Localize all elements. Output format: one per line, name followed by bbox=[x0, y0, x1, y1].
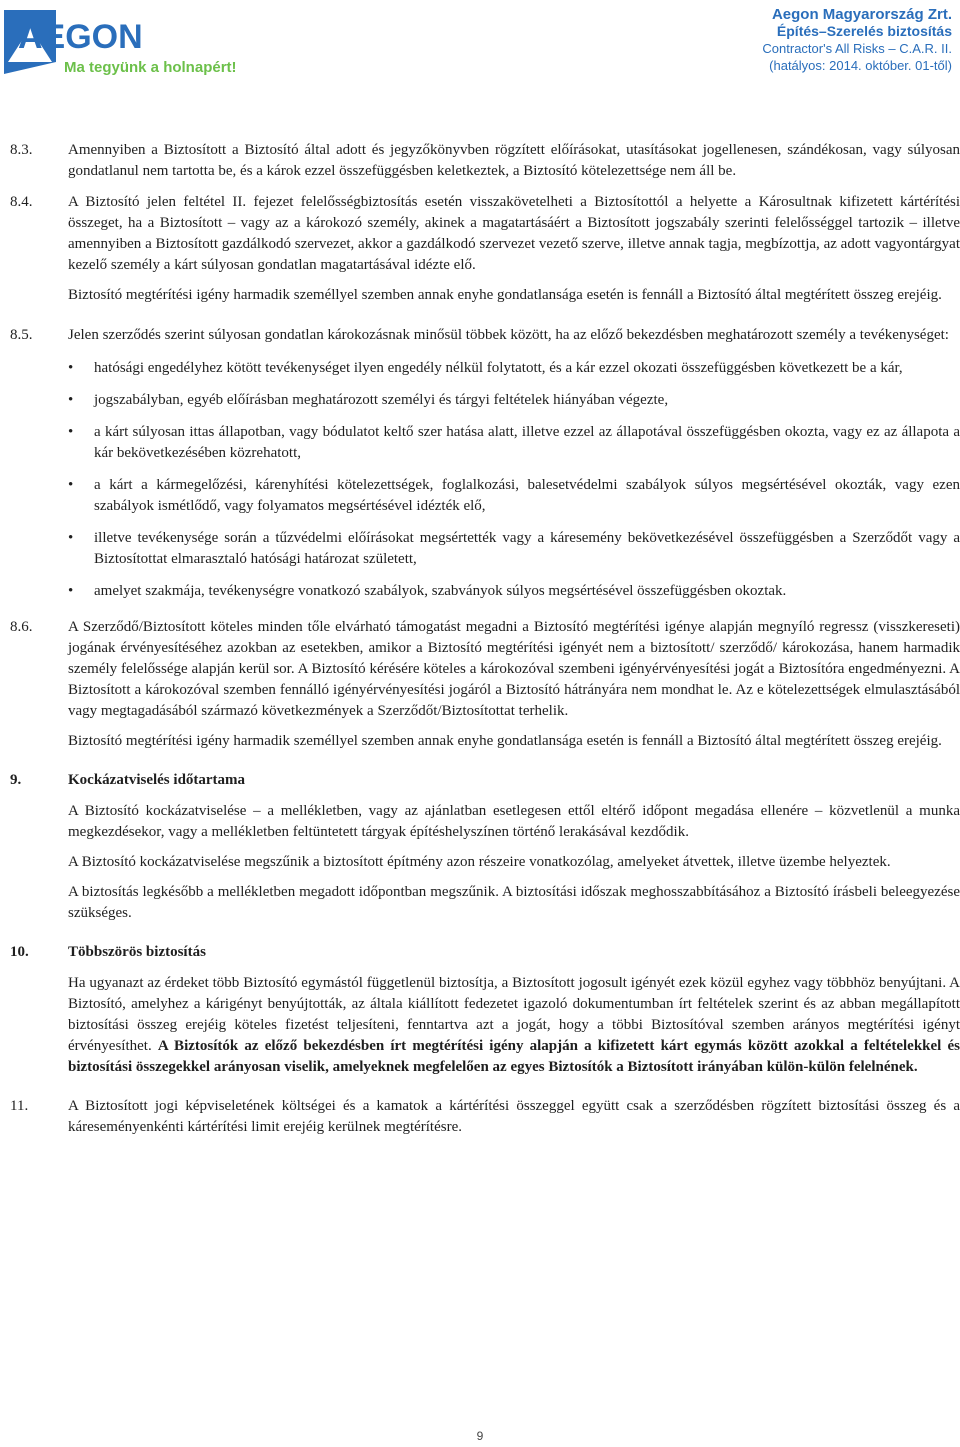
paragraph: A Biztosító jelen feltétel II. fejezet felelősségbiztosítás esetén visszakövetelheti a Biztosítottól a helyette a Károsultnak kifizetett kártérítési összeget, ha a Biztosított – vagy az a károkozó személy, akinek a magatartásáért a Biztosított jogszabály szerinti felelősséggel tartozik – illetve amennyiben a Biztosított gazdálkodó szervezet, akkor a gazdálkodó szervezet vezető szerve, illetve annak tagja, megbízottja, az adott vagyontárgyat kezelő személy a kárt súlyosan gondatlan magatartásával idézte elő. bbox=[68, 194, 960, 273]
bullet-item: • hatósági engedélyhez kötött tevékenységet ilyen engedély nélkül folytatott, és a kár ezzel okozati összefüggésben következett be a kár, bbox=[68, 358, 960, 379]
logo-slogan: Ma tegyünk a holnapért! bbox=[64, 59, 237, 76]
section-number: 10. bbox=[10, 944, 29, 960]
page-number: 9 bbox=[476, 1429, 484, 1443]
section-number: 8.4. bbox=[10, 194, 33, 210]
paragraph: Amennyiben a Biztosított a Biztosító által adott és jegyzőkönyvben rögzített előírásokat, utasításokat jogellenesen, szándékosan, vagy súlyosan gondatlanul nem tartotta be, és a károk ezzel összefüggésben keletkeztek, a Biztosító kötelezettsége nem áll be. bbox=[68, 142, 960, 179]
section-8-6 bbox=[10, 617, 960, 752]
section-8-3 bbox=[10, 140, 960, 182]
section-title: Többszörös biztosítás bbox=[68, 944, 206, 960]
section-8-5 bbox=[10, 325, 960, 602]
paragraph: A Biztosító kockázatviselése – a mellékletben, vagy az ajánlatban esetlegesen ettől eltérő időpont megadása ellenére – közvetlenül a munka megkezdésekor, vagy a mellékletben feltüntetett tárgyak építéshelyszínen történő lerakásával kezdődik. bbox=[68, 803, 960, 840]
paragraph: A Biztosító kockázatviselése megszűnik a biztosított építmény azon részeire vonatkozólag, amelyeket átvettek, illetve üzembe helyeztek. bbox=[68, 854, 891, 870]
company-name: Aegon Magyarország Zrt. bbox=[771, 6, 952, 23]
section-number: 9. bbox=[10, 772, 22, 788]
section-11 bbox=[10, 1096, 960, 1138]
section-9 bbox=[10, 770, 960, 924]
paragraph-text: Ha ugyanazt az érdeket több Biztosító egymástól függetlenül biztosítja, a Biztosított jogosult igényét ezek közül egyhez vagy többhöz benyújtani. A Biztosító, amelyhez a kárigényt benyújtották, az általa kiállított fedezetet igazoló dokumentumban írt feltételek szerint és az abban megállapított biztosítási összeg erejéig köteles fizetést teljesíteni, fenntartva azt a jogát, hogy a többi Biztosítóval szemben arányos megtérítési igényt érvényesíthet. bbox=[68, 975, 960, 1054]
paragraph: A Biztosított jogi képviseletének költségei és a kamatok a kártérítési összeggel együtt csak a szerződésben rögzített biztosítási összeg és a káreseményenkénti kártérítési limit erejéig kerülnek megtérítésre. bbox=[68, 1098, 960, 1135]
section-10 bbox=[10, 942, 960, 1078]
paragraph bbox=[68, 973, 960, 1078]
document-info bbox=[762, 6, 952, 74]
section-number: 11. bbox=[10, 1098, 29, 1114]
paragraph: Jelen szerződés szerint súlyosan gondatlan károkozásnak minősül többek között, ha az előző bekezdésben meghatározott személy a tevékenységet: bbox=[68, 327, 949, 343]
validity-date: (hatályos: 2014. október. 01-től) bbox=[769, 58, 952, 73]
paragraph: Biztosító megtérítési igény harmadik személlyel szemben annak enyhe gondatlansága esetén is fennáll a Biztosító által megtérített összeg erejéig. bbox=[68, 287, 942, 303]
product-subtitle: Contractor's All Risks – C.A.R. II. bbox=[762, 41, 952, 56]
bullet-item: • jogszabályban, egyéb előírásban meghatározott személyi és tárgyi feltételek hiányában végezte, bbox=[68, 390, 960, 411]
paragraph: Biztosító megtérítési igény harmadik személlyel szemben annak enyhe gondatlansága esetén is fennáll a Biztosító által megtérített összeg erejéig. bbox=[68, 733, 942, 749]
section-number: 8.6. bbox=[10, 619, 33, 635]
logo-wordmark: AEGON bbox=[18, 18, 143, 56]
bullet-item: • illetve tevékenysége során a tűzvédelmi előírásokat megsértették vagy a káresemény bekövetkezésével összefüggésben a Szerződőt vagy a Biztosítottat elmarasztaló hatósági határozat született, bbox=[68, 528, 960, 570]
bullet-item: • a kárt súlyosan ittas állapotban, vagy bódulatot keltő szer hatása alatt, illetve ezzel az állapotával összefüggésben okozta, vagy ez az állapota a kár bekövetkezésében közrehatott, bbox=[68, 422, 960, 464]
section-title: Kockázatviselés időtartama bbox=[68, 772, 246, 788]
paragraph-bold-text: A Biztosítók az előző bekezdésben írt megtérítési igény alapján a kifizetett kárt egymás között azokkal a feltételekkel és biztosítási összegekkel arányosan viselik, amelyeknek megfelelően az egyes Biztosítók a Biztosított irányában külön-külön felelnének. bbox=[68, 1038, 960, 1075]
section-number: 8.3. bbox=[10, 142, 33, 158]
bullet-item: • a kárt a kármegelőzési, kárenyhítési kötelezettségek, foglalkozási, balesetvédelmi szabályok súlyos megsértésével okozták, vagy ezen szabályok ismétlődő, vagy folyamatos megsértésével idézték elő, bbox=[68, 475, 960, 517]
paragraph: A biztosítás legkésőbb a mellékletben megadott időpontban megszűnik. A biztosítási időszak meghosszabbításához a Biztosító írásbeli beleegyezése szükséges. bbox=[68, 884, 960, 921]
product-name: Építés–Szerelés biztosítás bbox=[776, 23, 952, 39]
document-body bbox=[10, 140, 960, 1138]
section-number: 8.5. bbox=[10, 327, 33, 343]
aegon-logo bbox=[4, 2, 254, 78]
section-8-4 bbox=[10, 192, 960, 306]
bullet-item: • amelyet szakmája, tevékenységre vonatkozó szabályok, szabványok súlyos megsértésével összefüggésben okoztak. bbox=[68, 581, 960, 602]
page-header bbox=[0, 0, 960, 80]
paragraph: A Szerződő/Biztosított köteles minden tőle elvárható támogatást megadni a Biztosító megtérítési igénye alapján megnyíló regressz (visszkereseti) jogának érvényesítéséhez azokban az esetekben, amikor a Biztosító megtérítési igényét nem a biztosított/ szerződő/ károkozása, hanem harmadik személy felelőssége alapján kerül sor. A Biztosító kérésére köteles a károkozóval szembeni igényérvényesítési jogát a Biztosítóra engedményezni. A Biztosított a károkozóval szemben fennálló igényérvényesítési jogáról a Biztosító hátrányára nem mondhat le. Az e kötelezettségek elmulasztásából vagy megtagadásából származó következmények a Szerződőt/Biztosítottat terhelik. bbox=[68, 619, 960, 719]
